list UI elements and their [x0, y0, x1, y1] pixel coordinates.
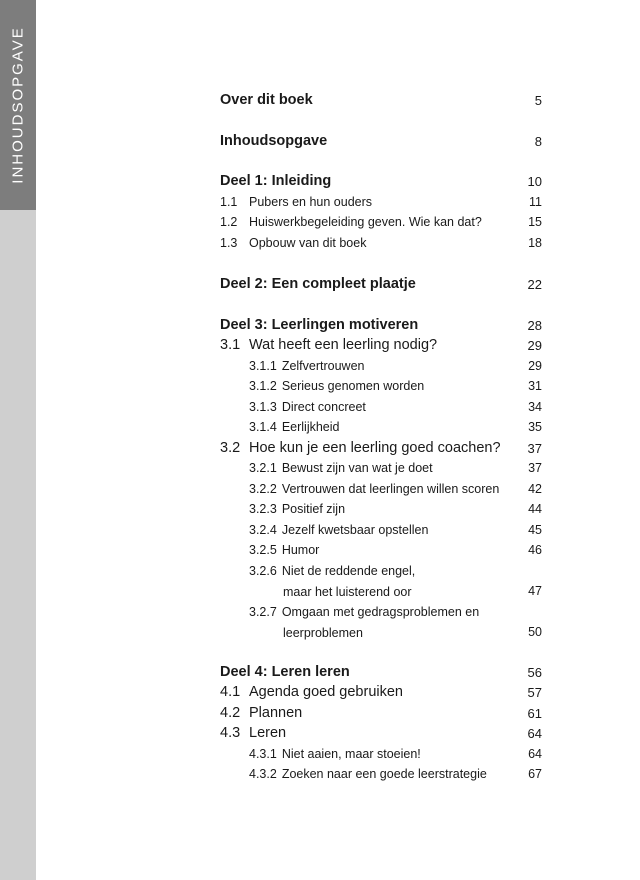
- toc-title: Deel 4: Leren leren: [220, 664, 350, 680]
- toc-page: 57: [527, 685, 542, 700]
- toc-entry-3-2-1[interactable]: [249, 461, 542, 475]
- toc-number: 3.2.5: [249, 543, 277, 557]
- toc-page: 8: [534, 134, 542, 149]
- toc-page: 64: [527, 726, 542, 741]
- toc-entry-1-2[interactable]: [220, 215, 542, 229]
- toc-entry-3-1[interactable]: [220, 337, 542, 353]
- toc-title: Eerlijkheid: [281, 420, 340, 434]
- toc-entry-over-dit-boek[interactable]: [220, 92, 542, 108]
- toc-number: 4.3.2: [249, 767, 277, 781]
- toc-page: 11: [529, 195, 542, 209]
- toc-title: Leren: [249, 725, 287, 741]
- toc-entry-3-1-4[interactable]: [249, 420, 542, 434]
- toc-title: Humor: [281, 543, 320, 557]
- toc-entry-3-2-2[interactable]: [249, 482, 542, 496]
- toc-number: 3.1: [220, 337, 241, 353]
- toc-entry-1-1[interactable]: [220, 195, 542, 209]
- toc-entry-4-3[interactable]: [220, 725, 542, 741]
- toc-entry-3-2[interactable]: [220, 440, 542, 456]
- toc-number: 3.2: [220, 440, 241, 456]
- toc-title: Over dit boek: [220, 92, 313, 108]
- toc-page: 29: [527, 338, 542, 353]
- toc-number: 4.3: [220, 725, 241, 741]
- toc-title: Hoe kun je een leerling goed coachen?: [249, 440, 501, 456]
- toc-number: 3.1.4: [249, 420, 277, 434]
- toc-title: Zoeken naar een goede leerstrategie: [281, 767, 487, 781]
- toc-page: 56: [527, 665, 542, 680]
- toc-page: 10: [527, 174, 542, 189]
- toc-title: Niet de reddende engel,: [281, 564, 416, 578]
- toc-entry-4-1[interactable]: [220, 684, 542, 700]
- toc-page: 22: [527, 277, 542, 292]
- toc-entry-deel-3[interactable]: [220, 317, 542, 333]
- toc-title: Omgaan met gedragsproblemen en: [281, 605, 480, 619]
- toc-entry-inhoudsopgave[interactable]: [220, 133, 542, 149]
- toc-entry-3-2-5[interactable]: [249, 543, 542, 557]
- toc-title: Deel 2: Een compleet plaatje: [220, 276, 416, 292]
- toc-title: Positief zijn: [281, 502, 346, 516]
- toc-number: 3.1.1: [249, 359, 277, 373]
- toc-title: Inhoudsopgave: [220, 133, 328, 149]
- toc-entry-3-1-3[interactable]: [249, 400, 542, 414]
- toc-entry-1-3[interactable]: [220, 236, 542, 250]
- toc-number: 4.2: [220, 705, 241, 721]
- toc-page: 50: [528, 625, 542, 639]
- toc-entry-3-1-2[interactable]: [249, 379, 542, 393]
- toc-title: Vertrouwen dat leerlingen willen scoren: [281, 482, 500, 496]
- toc-number: 3.2.1: [249, 461, 277, 475]
- toc-entry-3-2-6[interactable]: [249, 564, 542, 599]
- toc-number: 1.2: [220, 215, 238, 229]
- toc-number: 3.2.2: [249, 482, 277, 496]
- toc-title: Serieus genomen worden: [281, 379, 425, 393]
- toc-number: 3.2.4: [249, 523, 277, 537]
- toc-page: 37: [528, 461, 542, 475]
- toc-page: 61: [527, 706, 542, 721]
- toc-title: Agenda goed gebruiken: [249, 684, 403, 700]
- toc-page: 35: [528, 420, 542, 434]
- toc-page: 31: [528, 379, 542, 393]
- toc-number: 4.1: [220, 684, 241, 700]
- toc-page: 45: [528, 523, 542, 537]
- toc-page: 15: [528, 215, 542, 229]
- toc-number: 3.2.6: [249, 564, 277, 578]
- toc-entry-deel-1[interactable]: [220, 173, 542, 189]
- toc-entry-deel-4[interactable]: [220, 664, 542, 680]
- toc-title: Direct concreet: [281, 400, 366, 414]
- toc-entry-3-2-7[interactable]: [249, 605, 542, 640]
- toc-entry-4-2[interactable]: [220, 705, 542, 721]
- toc-title: Niet aaien, maar stoeien!: [281, 747, 421, 761]
- toc-number: 3.1.2: [249, 379, 277, 393]
- toc-title: Wat heeft een leerling nodig?: [249, 337, 438, 353]
- toc-page: 18: [528, 236, 542, 250]
- toc-title: Plannen: [249, 705, 303, 721]
- toc-title: Pubers en hun ouders: [249, 195, 373, 209]
- toc-page: 28: [527, 318, 542, 333]
- toc-number: 1.1: [220, 195, 238, 209]
- toc-title-continuation: leerproblemen: [283, 626, 363, 640]
- toc-title: Opbouw van dit boek: [249, 236, 367, 250]
- toc-page: 42: [528, 482, 542, 496]
- toc-entry-4-3-1[interactable]: [249, 747, 542, 761]
- toc-number: 4.3.1: [249, 747, 277, 761]
- toc-page: 64: [528, 747, 542, 761]
- toc-entry-deel-2[interactable]: [220, 276, 542, 292]
- toc-number: 3.2.3: [249, 502, 277, 516]
- toc-entry-3-1-1[interactable]: [249, 359, 542, 373]
- toc-page: 44: [528, 502, 542, 516]
- toc-number: 3.1.3: [249, 400, 277, 414]
- toc-title: Deel 1: Inleiding: [220, 173, 332, 189]
- toc-entry-3-2-3[interactable]: [249, 502, 542, 516]
- toc-page: 29: [528, 359, 542, 373]
- toc-number: 1.3: [220, 236, 238, 250]
- toc-page: 67: [528, 767, 542, 781]
- toc-number: 3.2.7: [249, 605, 277, 619]
- toc-title-continuation: maar het luisterend oor: [283, 585, 412, 599]
- toc-title: Huiswerkbegeleiding geven. Wie kan dat?: [249, 215, 482, 229]
- toc-entry-3-2-4[interactable]: [249, 523, 542, 537]
- toc-title: Zelfvertrouwen: [281, 359, 365, 373]
- side-title: INHOUDSOPGAVE: [9, 26, 27, 184]
- toc-title: Jezelf kwetsbaar opstellen: [281, 523, 429, 537]
- toc-title: Deel 3: Leerlingen motiveren: [220, 317, 419, 333]
- toc-title: Bewust zijn van wat je doet: [281, 461, 433, 475]
- toc-page: 47: [528, 584, 542, 598]
- toc-page: 46: [528, 543, 542, 557]
- toc-entry-4-3-2[interactable]: [249, 767, 542, 781]
- toc-page: 37: [527, 441, 542, 456]
- toc-page: 5: [534, 93, 542, 108]
- toc-page: 34: [528, 400, 542, 414]
